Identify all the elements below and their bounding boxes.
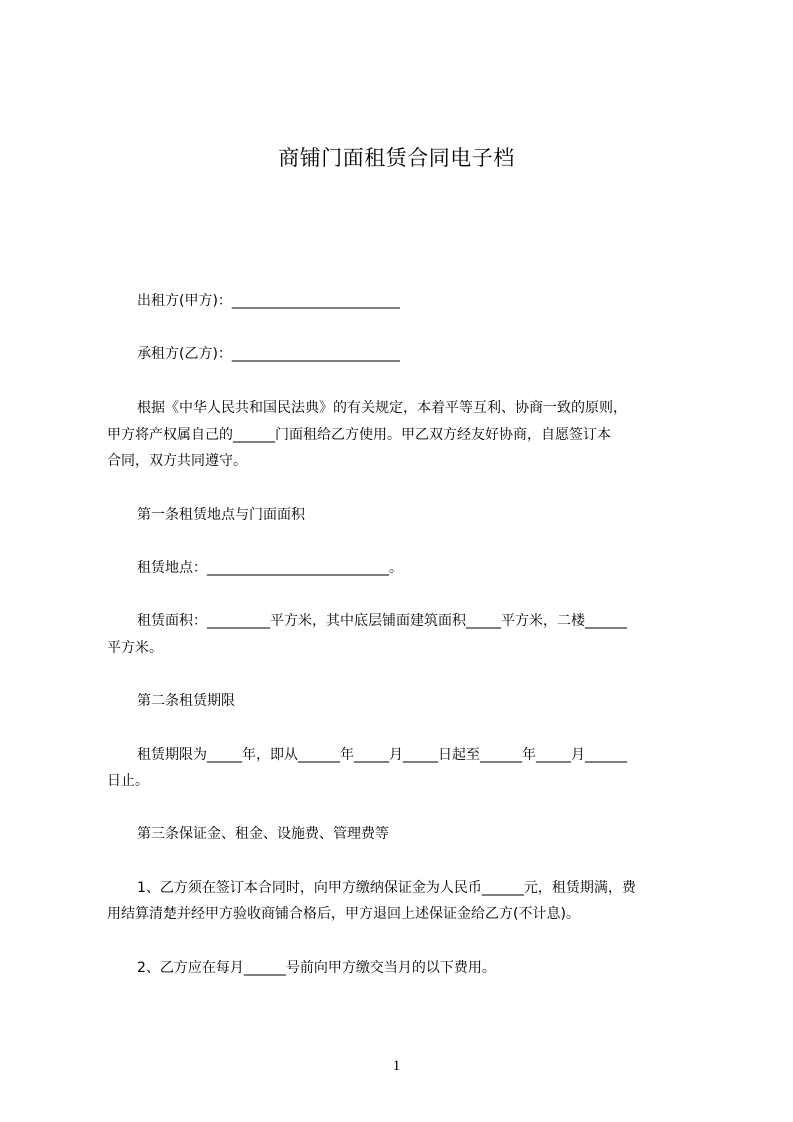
article-1-heading: 第一条租赁地点与门面面积 — [137, 507, 305, 523]
lessor-line: 出租方(甲方)：________________________ — [137, 293, 400, 309]
monthly-fee-clause: 2、乙方应在每月______号前向甲方缴交当月的以下费用。 — [137, 960, 496, 976]
rental-area-line-2: 平方米。 — [107, 640, 163, 656]
preamble-line-2: 甲方将产权属自己的______门面租给乙方使用。甲乙双方经友好协商，自愿签订本 — [107, 427, 611, 443]
article-2-heading: 第二条租赁期限 — [137, 693, 235, 709]
deposit-clause-line-1: 1、乙方须在签订本合同时，向甲方缴纳保证金为人民币______元，租赁期满，费 — [137, 880, 636, 896]
preamble-line-3: 合同，双方共同遵守。 — [107, 453, 247, 469]
rental-term-line-2: 日止。 — [107, 773, 149, 789]
page-number: 1 — [392, 1058, 401, 1074]
rental-area-line-1: 租赁面积：_________平方米，其中底层铺面建筑面积_____平方米，二楼______ — [137, 613, 627, 629]
rental-location-line: 租赁地点：__________________________。 — [137, 560, 403, 576]
deposit-clause-line-2: 用结算清楚并经甲方验收商铺合格后，甲方退回上述保证金给乙方(不计息)。 — [107, 906, 580, 922]
article-3-heading: 第三条保证金、租金、设施费、管理费等 — [137, 826, 389, 842]
document-title: 商铺门面租赁合同电子档 — [278, 146, 515, 170]
preamble-line-1: 根据《中华人民共和国民法典》的有关规定，本着平等互利、协商一致的原则， — [137, 400, 627, 416]
lessee-line: 承租方(乙方)：________________________ — [137, 346, 400, 362]
rental-term-line-1: 租赁期限为_____年，即从______年_____月_____日起至______年_____月______ — [137, 747, 627, 763]
